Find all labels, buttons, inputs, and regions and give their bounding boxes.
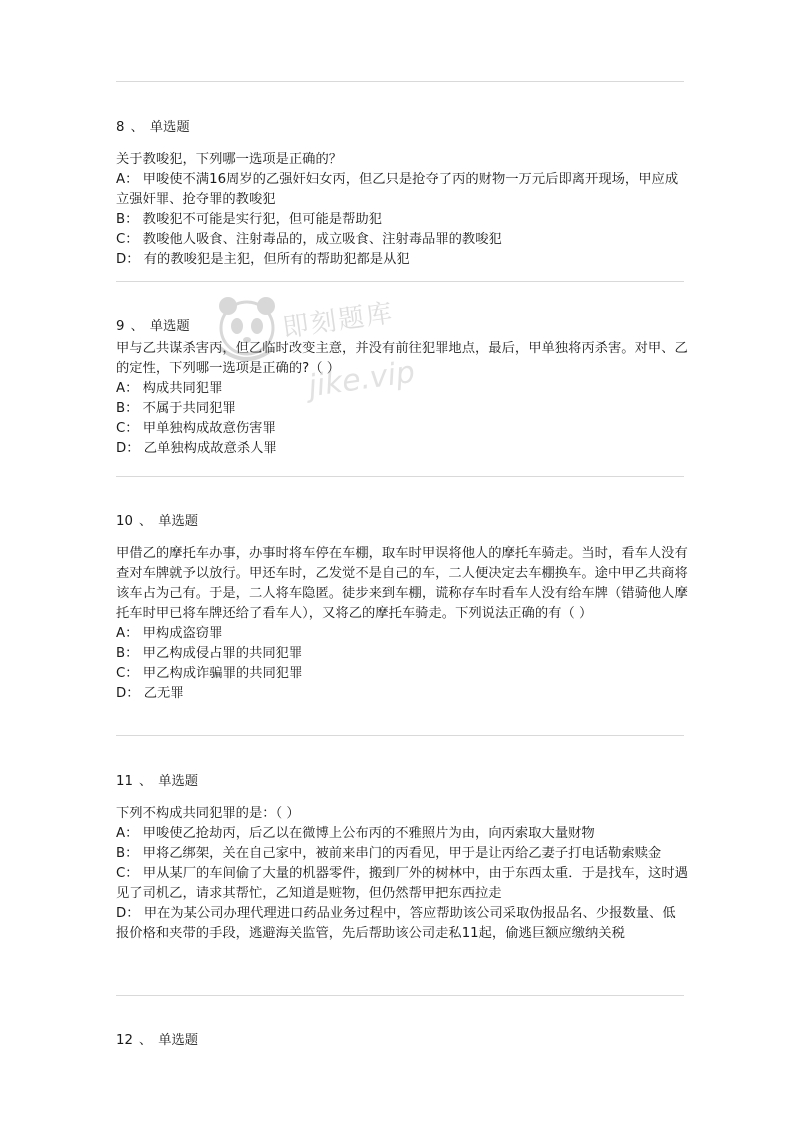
option-b: B： 不属于共同犯罪 bbox=[116, 401, 236, 416]
divider bbox=[116, 735, 684, 736]
watermark-brand: 即刻题库 bbox=[280, 298, 396, 344]
question-12 bbox=[116, 1031, 688, 1063]
option-d: D： 有的教唆犯是主犯，但所有的帮助犯都是从犯 bbox=[116, 252, 410, 267]
option-a: A： 构成共同犯罪 bbox=[116, 381, 223, 396]
question-type: 单选题 bbox=[158, 774, 199, 789]
divider bbox=[116, 995, 684, 996]
option-a: A： 甲唆使不满16周岁的乙强奸妇女丙，但乙只是抢夺了丙的财物一万元后即离开现场，甲应成立强奸罪、抢夺罪的教唆犯 bbox=[116, 172, 679, 207]
option-c: C： 甲单独构成故意伤害罪 bbox=[116, 421, 276, 436]
question-number: 10 bbox=[116, 514, 133, 529]
question-type: 单选题 bbox=[149, 120, 190, 135]
question-header bbox=[116, 317, 688, 337]
question-stem: 下列不构成共同犯罪的是：（ ） bbox=[116, 806, 300, 821]
divider bbox=[116, 476, 684, 477]
option-b: B： 甲乙构成侵占罪的共同犯罪 bbox=[116, 646, 303, 661]
question-type: 单选题 bbox=[158, 514, 199, 529]
option-c: C： 教唆他人吸食、注射毒品的，成立吸食、注射毒品罪的教唆犯 bbox=[116, 232, 502, 247]
option-b: B： 教唆犯不可能是实行犯，但可能是帮助犯 bbox=[116, 212, 382, 227]
question-8 bbox=[116, 118, 688, 270]
question-header bbox=[116, 1031, 688, 1051]
question-separator: 、 bbox=[138, 1033, 153, 1048]
divider bbox=[116, 281, 684, 282]
option-b: B： 甲将乙绑架，关在自己家中，被前来串门的丙看见，甲于是让丙给乙妻子打电话勒索赎金 bbox=[116, 846, 662, 861]
watermark-url: jike.vip bbox=[306, 354, 418, 405]
option-c: C： 甲从某厂的车间偷了大量的机器零件，搬到厂外的树林中，由于东西太重．于是找车，这时遇见了司机乙，请求其帮忙，乙知道是赃物，但仍然帮甲把东西拉走 bbox=[116, 866, 688, 901]
question-10 bbox=[116, 512, 688, 704]
question-9 bbox=[116, 317, 688, 459]
question-number: 11 bbox=[116, 774, 133, 789]
question-number: 8 bbox=[116, 120, 125, 135]
option-a: A： 甲唆使乙抢劫丙，后乙以在微博上公布丙的不雅照片为由，向丙索取大量财物 bbox=[116, 826, 595, 841]
option-c: C： 甲乙构成诈骗罪的共同犯罪 bbox=[116, 666, 303, 681]
question-separator: 、 bbox=[138, 514, 153, 529]
question-number: 9 bbox=[116, 319, 125, 334]
question-separator: 、 bbox=[130, 120, 144, 135]
question-separator: 、 bbox=[130, 319, 144, 334]
question-type: 单选题 bbox=[158, 1033, 199, 1048]
question-number: 12 bbox=[116, 1033, 133, 1048]
question-header bbox=[116, 118, 688, 138]
question-11 bbox=[116, 772, 688, 944]
question-type: 单选题 bbox=[149, 319, 190, 334]
divider bbox=[116, 81, 684, 82]
question-stem: 甲与乙共谋杀害丙，但乙临时改变主意，并没有前往犯罪地点，最后，甲单独将丙杀害。对甲、乙的定性，下列哪一选项是正确的?（ ） bbox=[116, 341, 688, 376]
question-separator: 、 bbox=[138, 774, 153, 789]
question-stem: 关于教唆犯，下列哪一选项是正确的？ bbox=[116, 152, 343, 167]
question-header bbox=[116, 512, 688, 532]
question-header bbox=[116, 772, 688, 792]
option-a: A： 甲构成盗窃罪 bbox=[116, 626, 223, 641]
option-d: D： 甲在为某公司办理代理进口药品业务过程中，答应帮助该公司采取伪报品名、少报数量、低报价格和夹带的手段，逃避海关监管，先后帮助该公司走私11起，偷逃巨额应缴纳关税 bbox=[116, 906, 676, 941]
question-stem: 甲借乙的摩托车办事，办事时将车停在车棚，取车时甲误将他人的摩托车骑走。当时，看车人没有查对车牌就予以放行。甲还车时，乙发觉不是自己的车，二人便决定去车棚换车。途中甲乙共商将该车占为己有。于是，二人将车隐匿。徒步来到车棚，谎称存车时看车人没有给车牌（错骑他人摩托车时甲已将车牌还给了看车人），又将乙的摩托车骑走。下列说法正确的有（ ） bbox=[116, 546, 688, 621]
option-d: D： 乙单独构成故意杀人罪 bbox=[116, 441, 277, 456]
option-d: D： 乙无罪 bbox=[116, 686, 184, 701]
